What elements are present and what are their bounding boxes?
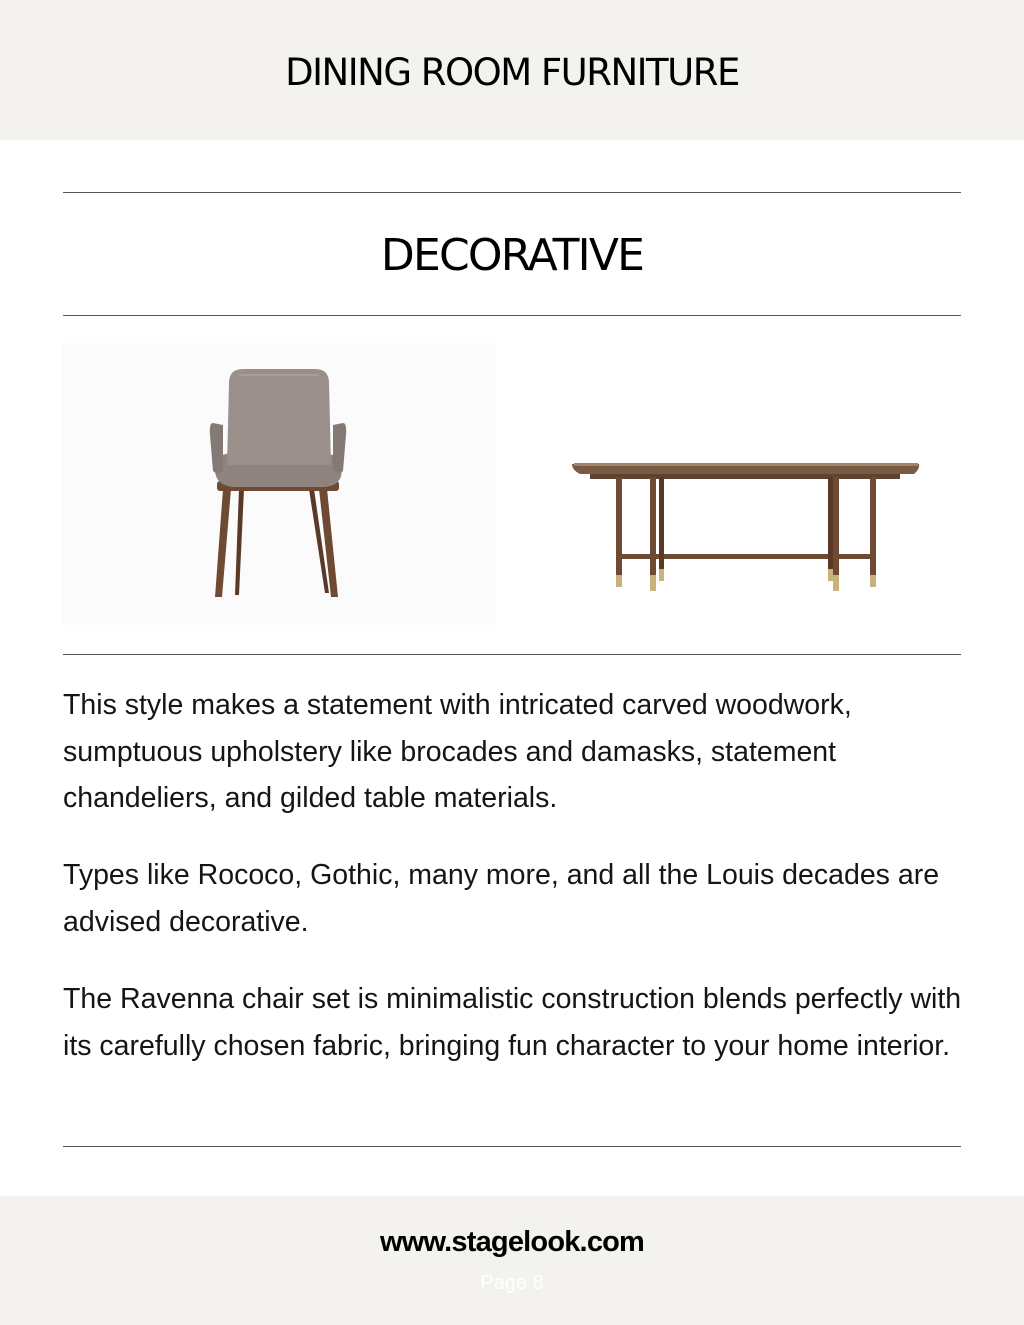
page-title: DINING ROOM FURNITURE — [285, 51, 739, 94]
paragraph-2: Types like Rococo, Gothic, many more, and all the Louis decades are advised decorative. — [63, 859, 940, 938]
website-link[interactable]: www.stagelook.com — [379, 1226, 645, 1258]
paragraph-3: The Ravenna chair set is minimalistic construction blends perfectly with its carefully chosen fabric, bringing fun character to your home interior. — [63, 983, 962, 1062]
chair-image — [63, 343, 496, 625]
divider-top — [63, 192, 961, 193]
paragraph-1: This style makes a statement with intricated carved woodwork, sumptuous upholstery like brocades and damasks, statement chandeliers, and gilded table materials. — [63, 689, 852, 814]
section-title: DECORATIVE — [380, 230, 644, 281]
page-footer — [0, 1196, 1024, 1325]
divider-below-title — [63, 315, 961, 316]
divider-below-images — [63, 654, 961, 655]
page-header — [0, 0, 1024, 140]
table-image — [530, 343, 962, 625]
page-number: Page 8 — [480, 1272, 544, 1294]
divider-bottom — [63, 1146, 961, 1147]
